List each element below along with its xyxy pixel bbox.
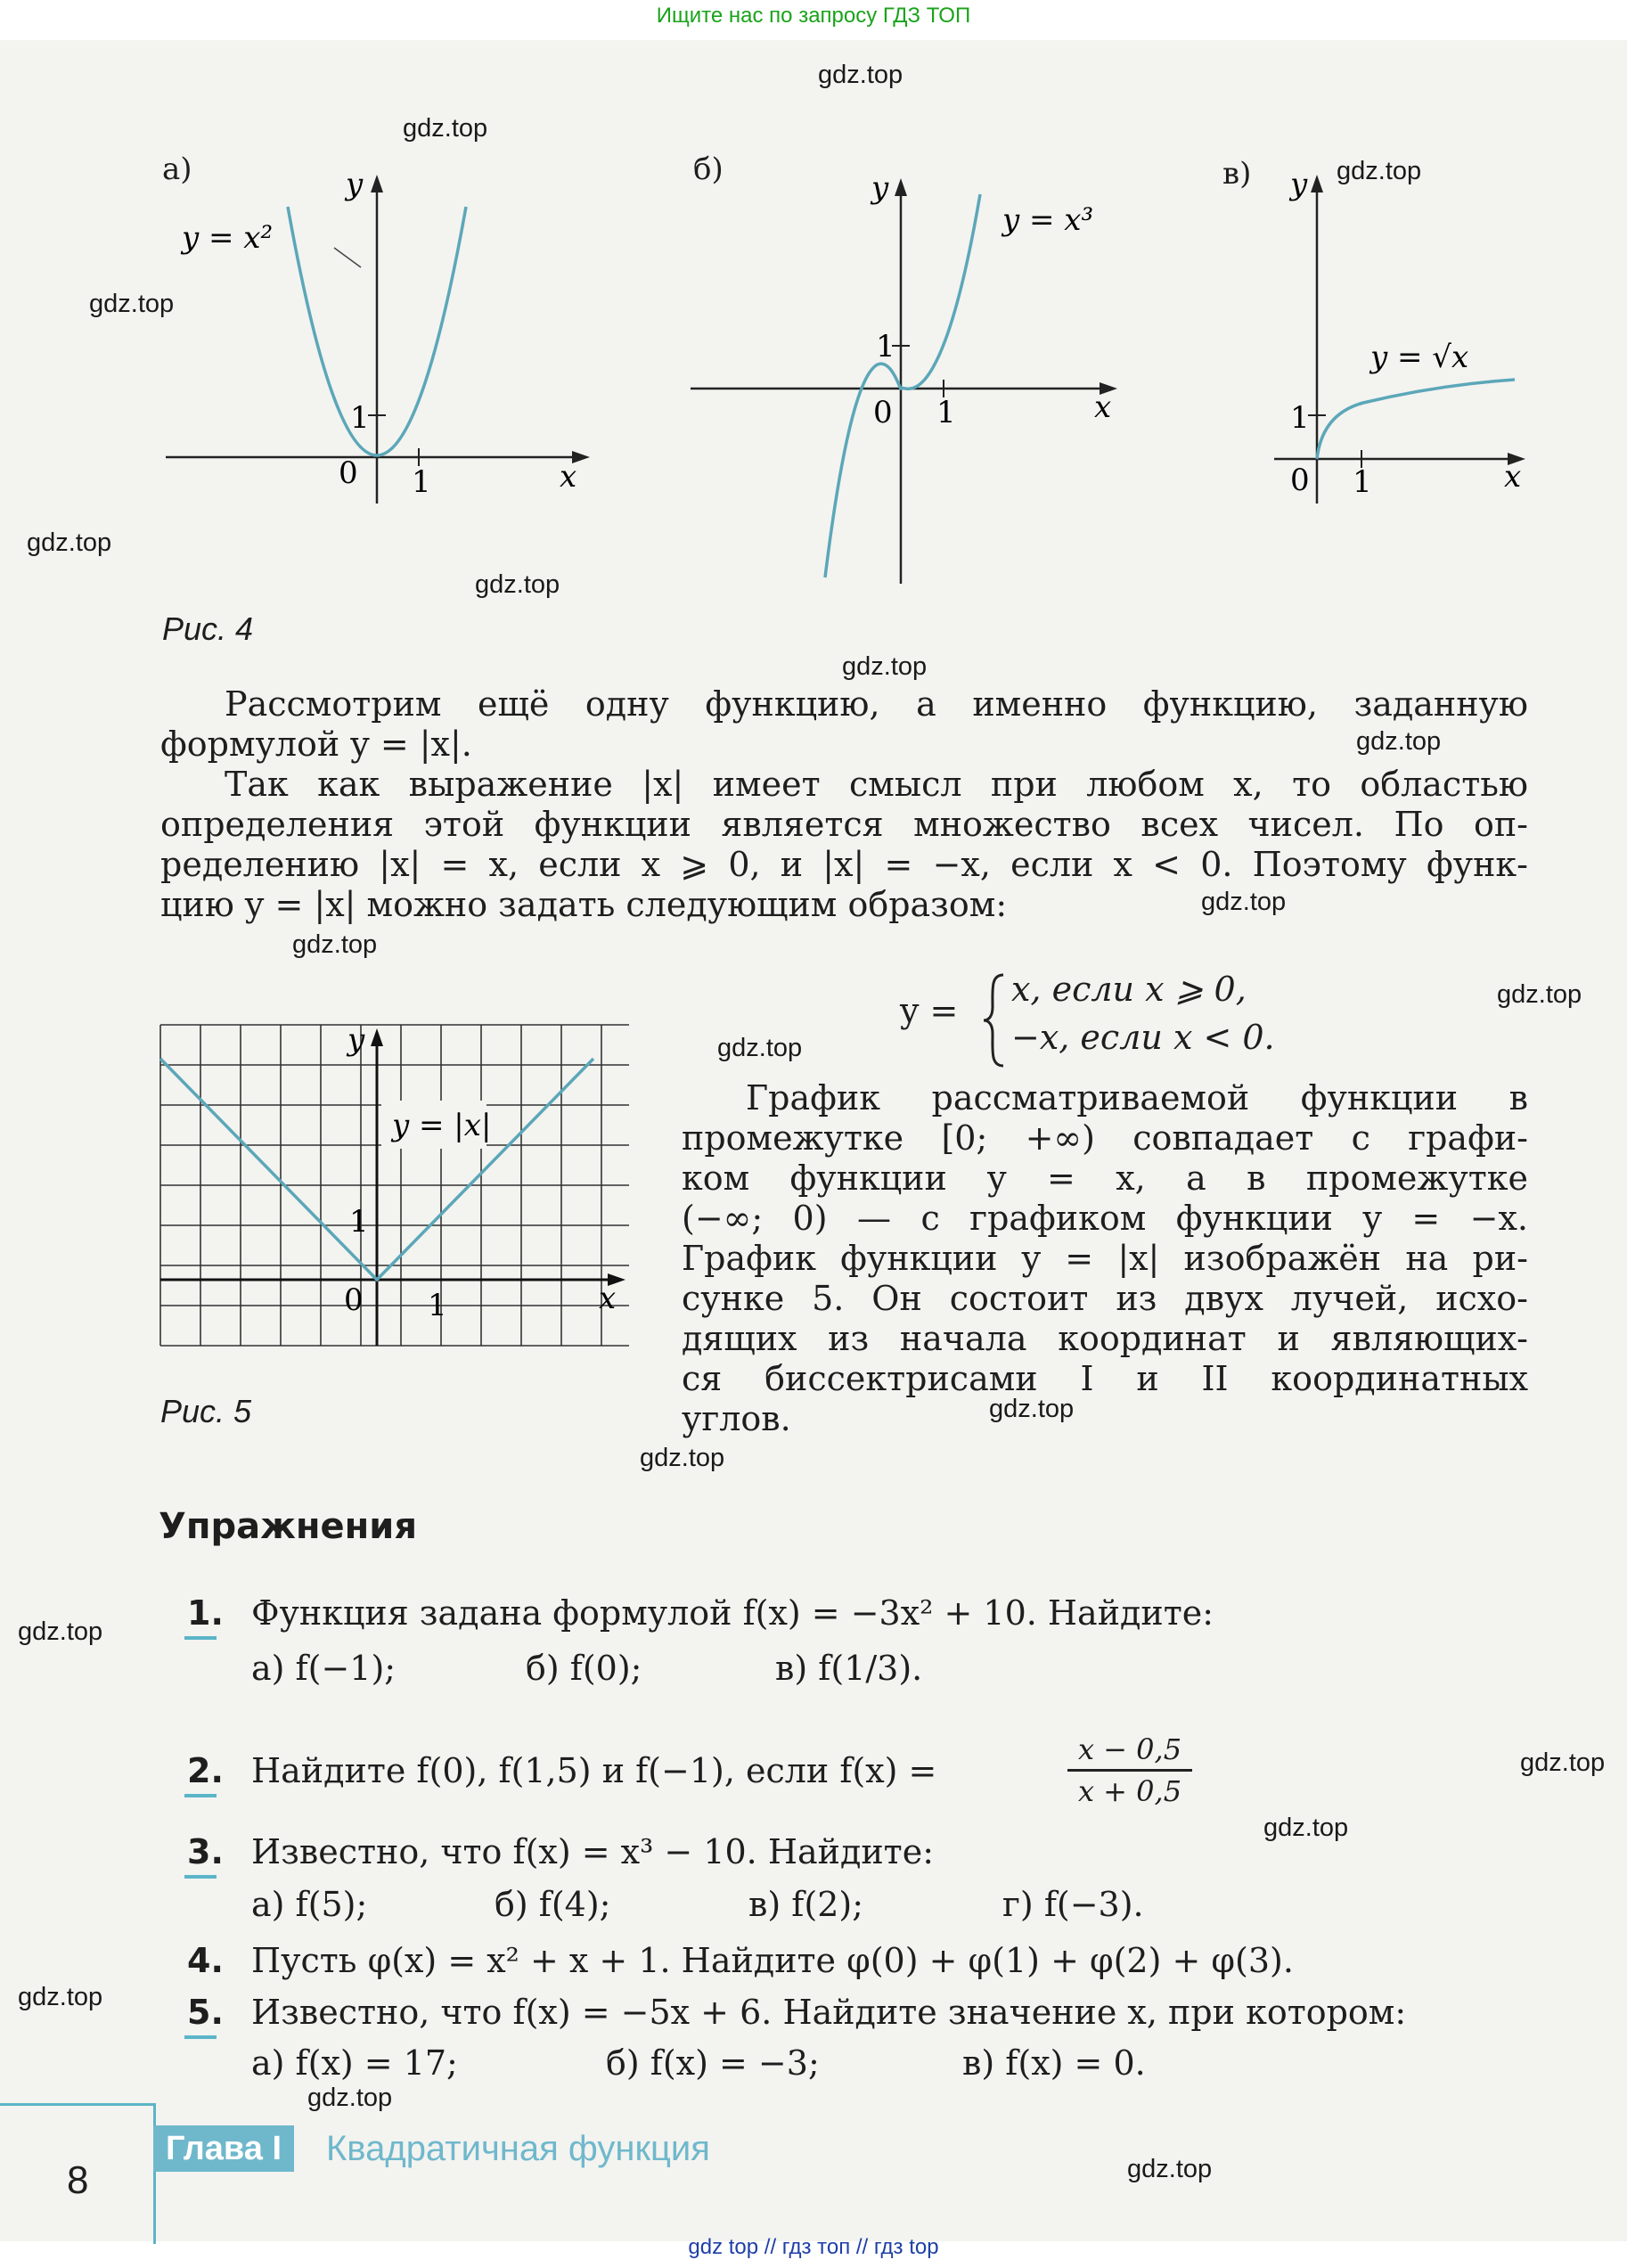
graph-abs-formula: y = |x| [392, 1108, 492, 1143]
graph-abs-one-y: 1 [349, 1204, 369, 1240]
watermark: gdz.top [89, 290, 175, 318]
watermark: gdz.top [307, 2084, 393, 2112]
watermark: gdz.top [1127, 2155, 1213, 2183]
graph-v-one-x: 1 [1353, 464, 1372, 500]
exercise-2-fraction [1067, 1732, 1192, 1808]
exercise-4-text: Пусть φ(x) = x² + x + 1. Найдите φ(0) + φ(1) + φ(2) + φ(3). [251, 1941, 1294, 1980]
graph-a-x-label: x [560, 459, 577, 495]
watermark: gdz.top [27, 528, 112, 557]
p1-line: формулой y = |x|. [160, 725, 472, 764]
p3-line: дящих из начала координат и являющих- [682, 1319, 1528, 1358]
graph-abs-origin: 0 [344, 1282, 364, 1318]
exercise-1-text: Функция задана формулой f(x) = −3x² + 10. Найдите: [251, 1593, 1214, 1633]
p2-line: определения этой функции является множество всех чисел. По оп- [160, 805, 1528, 844]
watermark: gdz.top [818, 61, 903, 89]
exercise-2-underline [184, 1794, 217, 1797]
bottom-banner[interactable]: gdz top // гдз топ // гдз top [688, 2235, 939, 2259]
watermark: gdz.top [475, 570, 560, 599]
paragraph-1 [160, 684, 1528, 765]
graph-sqrt [1265, 169, 1541, 508]
graph-b-x-label: x [1094, 389, 1112, 425]
figure-4-caption: Рис. 4 [162, 610, 254, 647]
watermark: gdz.top [842, 652, 928, 681]
graph-v-x-label: x [1504, 459, 1522, 495]
watermark: gdz.top [1520, 1748, 1606, 1777]
graph-a-y-label: y [346, 169, 364, 202]
watermark: gdz.top [18, 1983, 103, 2011]
watermark: gdz.top [989, 1395, 1075, 1423]
exercise-5-number: 5. [187, 1993, 224, 2032]
p3-line: сунке 5. Он состоит из двух лучей, исхо- [682, 1279, 1528, 1318]
exercise-3-part-v: в) f(2); [748, 1885, 863, 1924]
exercise-1-part-v: в) f(1/3). [775, 1649, 923, 1688]
exercises-heading: Упражнения [159, 1506, 418, 1547]
exercise-3-text: Известно, что f(x) = x³ − 10. Найдите: [251, 1832, 934, 1871]
exercise-3-underline [184, 1875, 217, 1879]
system-case-1: x, если x ⩾ 0, [1011, 970, 1247, 1009]
exercise-5-part-v: в) f(x) = 0. [962, 2043, 1146, 2083]
p3-line: ком функции y = x, а в промежутке [682, 1159, 1528, 1198]
p3-line: углов. [682, 1399, 791, 1438]
exercise-1-part-b: б) f(0); [526, 1649, 642, 1688]
watermark: gdz.top [292, 930, 378, 959]
sqrt-curve [1317, 380, 1515, 459]
graph-a-formula: y = x² [182, 220, 274, 256]
exercise-5-part-b: б) f(x) = −3; [606, 2043, 820, 2083]
exercise-3-number: 3. [187, 1832, 224, 1871]
graph-v-y-label: y [1290, 169, 1308, 202]
fraction-bar [1067, 1769, 1192, 1772]
figure-5-caption: Рис. 5 [160, 1393, 252, 1429]
p3-line: График функции y = |x| изображён на ри- [682, 1239, 1528, 1278]
top-banner[interactable]: Ищите нас по запросу ГДЗ ТОП [656, 4, 971, 28]
chapter-label: Глава I [153, 2125, 294, 2172]
p2-line: Так как выражение |x| имеет смысл при любом x, то областью [225, 765, 1528, 804]
graph-a-one-y: 1 [350, 400, 370, 436]
p1-line: Рассмотрим ещё одну функцию, а именно функцию, заданную [225, 684, 1528, 724]
system-case-2: −x, если x < 0. [1011, 1018, 1275, 1057]
watermark: gdz.top [640, 1444, 725, 1472]
graph-cubic [686, 169, 1132, 588]
graph-abs-y-label: y [347, 1023, 365, 1058]
graph-abs-x-label: x [599, 1281, 617, 1316]
figure-4v-label: в) [1222, 156, 1252, 192]
watermark: gdz.top [1356, 727, 1442, 756]
graph-a-one-x: 1 [412, 464, 431, 500]
exercise-3-part-g: г) f(−3). [1002, 1885, 1144, 1924]
graph-b-one-x: 1 [936, 395, 956, 430]
graph-v-formula: y = √x [1370, 340, 1469, 375]
exercise-5-part-a: а) f(x) = 17; [251, 2043, 458, 2083]
watermark: gdz.top [1263, 1814, 1349, 1842]
watermark: gdz.top [403, 114, 488, 143]
grid-lines [160, 1025, 629, 1346]
graph-b-formula: y = x³ [1002, 202, 1094, 238]
graph-a-origin: 0 [339, 455, 358, 491]
graph-parabola [160, 169, 606, 508]
paragraph-2 [160, 765, 1528, 925]
watermark: gdz.top [1337, 157, 1422, 185]
graph-v-one-y: 1 [1290, 400, 1310, 436]
exercise-1-part-a: а) f(−1); [251, 1649, 397, 1688]
exercise-1-underline [184, 1636, 217, 1640]
graph-b-y-label: y [871, 170, 889, 206]
exercise-4-number: 4. [187, 1941, 224, 1980]
p3-line: (−∞; 0) — с графиком функции y = −x. [682, 1199, 1528, 1238]
watermark: gdz.top [1201, 888, 1287, 916]
paragraph-3 [682, 1078, 1528, 1439]
p2-line: ределению |x| = x, если x ⩾ 0, и |x| = −x, если x < 0. Поэтому функ- [160, 845, 1528, 884]
cubic-curve [825, 194, 980, 577]
watermark: gdz.top [717, 1034, 803, 1062]
fraction-numerator: x − 0,5 [1077, 1732, 1182, 1766]
p3-line: График рассматриваемой функции в [746, 1078, 1528, 1118]
watermark: gdz.top [18, 1617, 103, 1646]
graph-abs-one-x: 1 [428, 1288, 447, 1323]
left-brace [980, 971, 1007, 1069]
chapter-title: Квадратичная функция [326, 2129, 710, 2168]
page-number: 8 [67, 2158, 89, 2202]
figure-4b-label: б) [693, 151, 724, 187]
graph-v-origin: 0 [1290, 463, 1310, 498]
p3-line: ся биссектрисами I и II координатных [682, 1359, 1528, 1398]
exercise-1-number: 1. [187, 1593, 224, 1633]
exercise-3-part-a: а) f(5); [251, 1885, 368, 1924]
exercise-5-text: Известно, что f(x) = −5x + 6. Найдите значение x, при котором: [251, 1993, 1407, 2032]
graph-abs-value [159, 1023, 631, 1348]
p3-line: промежутке [0; +∞) совпадает с графи- [682, 1118, 1528, 1158]
watermark: gdz.top [1497, 980, 1582, 1009]
exercise-2-number: 2. [187, 1751, 224, 1790]
fraction-denominator: x + 0,5 [1077, 1774, 1182, 1808]
system-lhs: y = [900, 991, 959, 1030]
graph-b-origin: 0 [873, 395, 893, 430]
graph-b-one-y: 1 [876, 329, 895, 364]
exercise-5-underline [184, 2035, 217, 2039]
exercise-2-text: Найдите f(0), f(1,5) и f(−1), если f(x) = [251, 1751, 937, 1790]
p2-line: цию y = |x| можно задать следующим образом: [160, 885, 1008, 924]
figure-4a-label: а) [162, 151, 192, 187]
exercise-3-part-b: б) f(4); [495, 1885, 611, 1924]
